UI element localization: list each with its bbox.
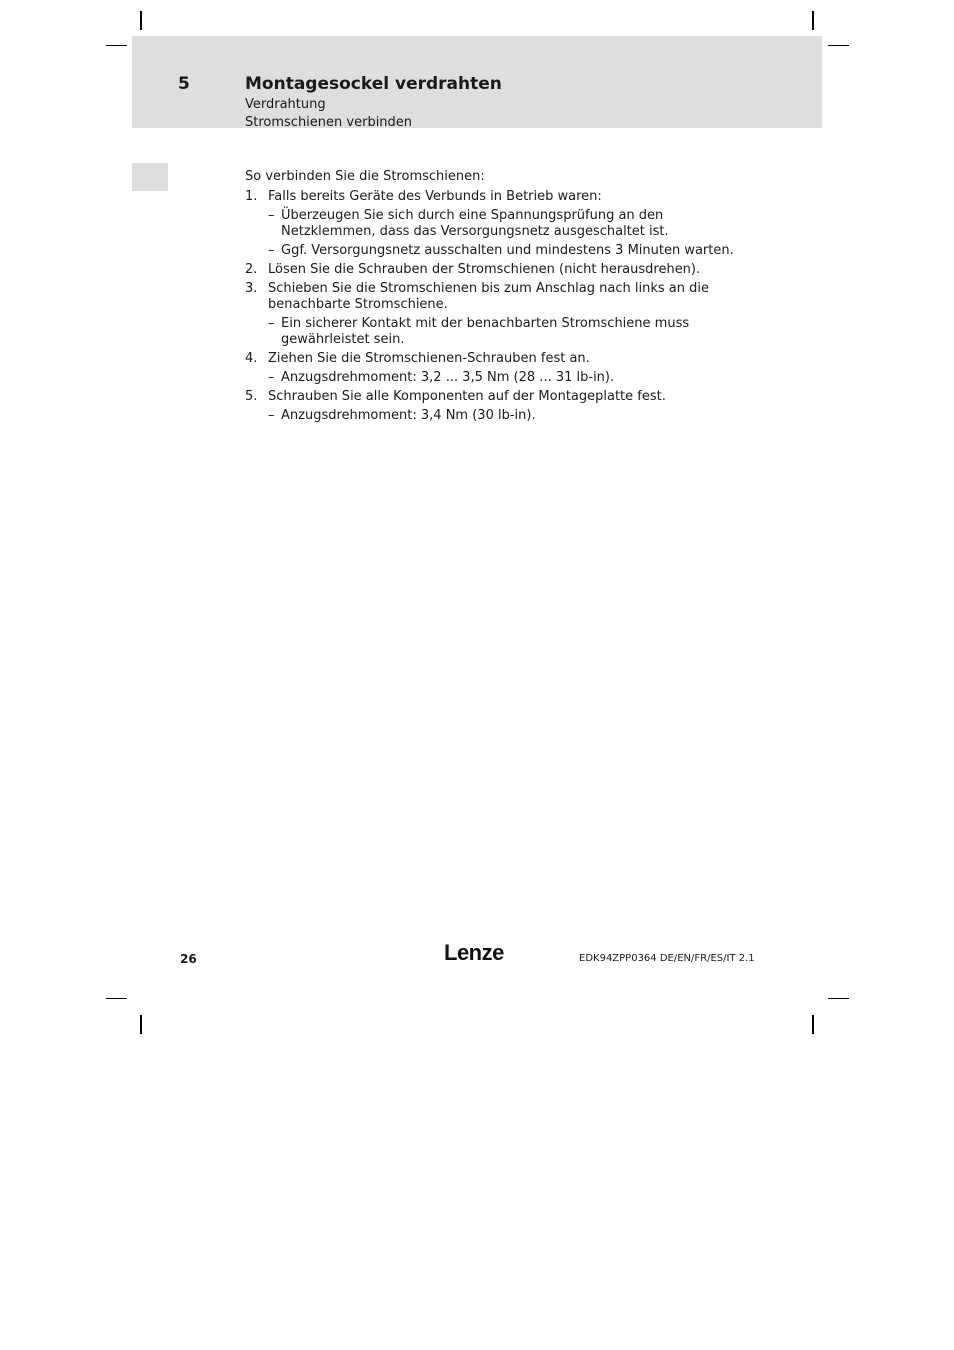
section-title: Verdrahtung [245,97,326,112]
step-list [245,189,745,424]
lenze-logo: Lenze [444,940,504,965]
intro-text: So verbinden Sie die Stromschienen: [245,169,485,184]
list-item [245,189,745,259]
sub-item-text: Ggf. Versorgungsnetz ausschalten und mindestens 3 Minuten warten. [281,243,734,258]
sub-item [268,370,745,386]
document-code: EDK94ZPP0364 DE/EN/FR/ES/IT 2.1 [579,953,755,964]
crop-mark [106,998,127,999]
step-text: Lösen Sie die Schrauben der Stromschienen (nicht herausdrehen). [268,262,701,277]
subsection-title: Stromschienen verbinden [245,115,413,130]
step-number: 3. [245,281,258,296]
sub-item-text: Ein sicherer Kontakt mit der benachbarten Stromschiene muss gewährleistet sein. [281,316,690,347]
crop-mark [140,1015,142,1034]
instructions [245,169,745,427]
crop-mark [106,45,127,46]
sub-item-text: Anzugsdrehmoment: 3,4 Nm (30 lb-in). [281,408,536,423]
sub-item [268,316,745,348]
step-number: 4. [245,351,258,366]
list-item [245,262,745,278]
crop-mark [828,45,849,46]
sub-item-text: Überzeugen Sie sich durch eine Spannungsprüfung an den Netzklemmen, dass das Versorgungsnetz ausgeschaltet ist. [281,208,669,239]
step-text: Falls bereits Geräte des Verbunds in Betrieb waren: [268,189,602,204]
step-number: 2. [245,262,258,277]
dash-bullet: – [268,408,275,423]
list-item [245,389,745,424]
chapter-number: 5 [178,74,190,94]
step-text: Schieben Sie die Stromschienen bis zum Anschlag nach links an die benachbarte Stromschiene. [268,281,709,312]
side-tab-marker [132,163,168,191]
dash-bullet: – [268,370,275,385]
crop-mark [812,11,814,30]
step-text: Ziehen Sie die Stromschienen-Schrauben fest an. [268,351,590,366]
dash-bullet: – [268,316,275,331]
sub-item [268,408,745,424]
step-number: 1. [245,189,258,204]
crop-mark [828,998,849,999]
sub-item [268,243,745,259]
sub-item [268,208,745,240]
list-item [245,351,745,386]
chapter-title: Montagesockel verdrahten [245,74,502,94]
page-number: 26 [180,952,197,966]
dash-bullet: – [268,243,275,258]
crop-mark [812,1015,814,1034]
step-number: 5. [245,389,258,404]
list-item [245,281,745,348]
step-text: Schrauben Sie alle Komponenten auf der Montageplatte fest. [268,389,666,404]
dash-bullet: – [268,208,275,223]
sub-item-text: Anzugsdrehmoment: 3,2 ... 3,5 Nm (28 ... 31 lb-in). [281,370,615,385]
crop-mark [140,11,142,30]
